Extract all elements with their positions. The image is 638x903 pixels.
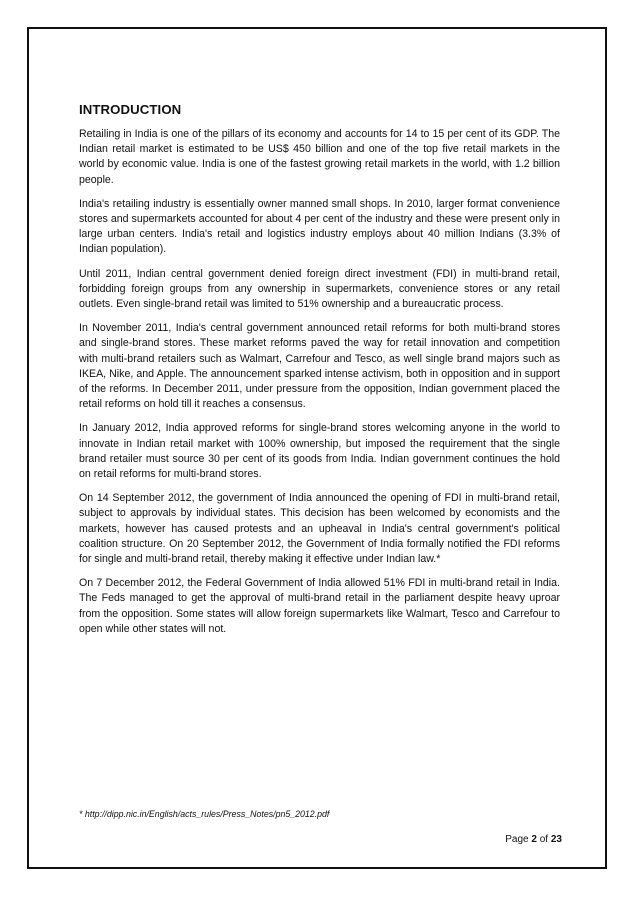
paragraph-2: India's retailing industry is essentially owner manned small shops. In 2010, larger format convenience stores and supermarkets accounted for about 4 per cent of the industry and these were present only in large urban centers. India's retail and logistics industry employs about 40 million Indians (3.3% of Indian population). [79,197,560,256]
footnote: * http://dipp.nic.in/English/acts_rules/Press_Notes/pn5_2012.pdf [79,809,330,819]
paragraph-7: On 7 December 2012, the Federal Government of India allowed 51% FDI in multi-brand retail in India. The Feds managed to get the approval of multi-brand retail in the parliament despite heavy uproar from the opposition. Some states will allow foreign supermarkets like Walmart, Tesco and Carrefour to open while other states will not. [79,577,560,635]
document-body [79,102,560,646]
paragraph-5: In January 2012, India approved reforms for single-brand stores welcoming anyone in the world to innovate in Indian retail market with 100% ownership, but imposed the requirement that the single brand retailer must source 30 per cent of its goods from India. Indian government continues the hold on retail reforms for multi-brand stores. [79,422,560,481]
section-heading: INTRODUCTION [79,102,182,117]
page-number [505,834,562,845]
paragraph-6: On 14 September 2012, the government of India announced the opening of FDI in multi-brand retail, subject to approvals by individual states. This decision has been welcomed by economists and the markets, however has caused protests and an upheaval in India's central government's political coalition structure. On 20 September 2012, the Government of India formally notified the FDI reforms for single and multi-brand retail, thereby making it effective under Indian law.* [79,492,560,566]
page-current: 2 [531,834,537,845]
paragraph-3: Until 2011, Indian central government denied foreign direct investment (FDI) in multi-brand retail, forbidding foreign groups from any ownership in supermarkets, convenience stores or any retail outlets. Even single-brand retail was limited to 51% ownership and a bureaucratic process. [79,267,560,311]
page-label: Page [505,834,529,845]
page-total: 23 [550,834,562,845]
of-label: of [539,834,549,845]
paragraph-1: Retailing in India is one of the pillars of its economy and accounts for 14 to 15 per cent of its GDP. The Indian retail market is estimated to be US$ 450 billion and one of the top five retail markets in the world by economic value. India is one of the fastest growing retail markets in the world, with 1.2 billion people. [79,128,560,186]
paragraph-4: In November 2011, India's central government announced retail reforms for both multi-brand stores and single-brand stores. These market reforms paved the way for retail innovation and competition with multi-brand retailers such as Walmart, Carrefour and Tesco, as well single brand majors such as IKEA, Nike, and Apple. The announcement sparked intense activism, both in opposition and in support of the reforms. In December 2011, under pressure from the opposition, Indian government placed the retail reforms on hold till it reaches a consensus. [79,322,560,411]
